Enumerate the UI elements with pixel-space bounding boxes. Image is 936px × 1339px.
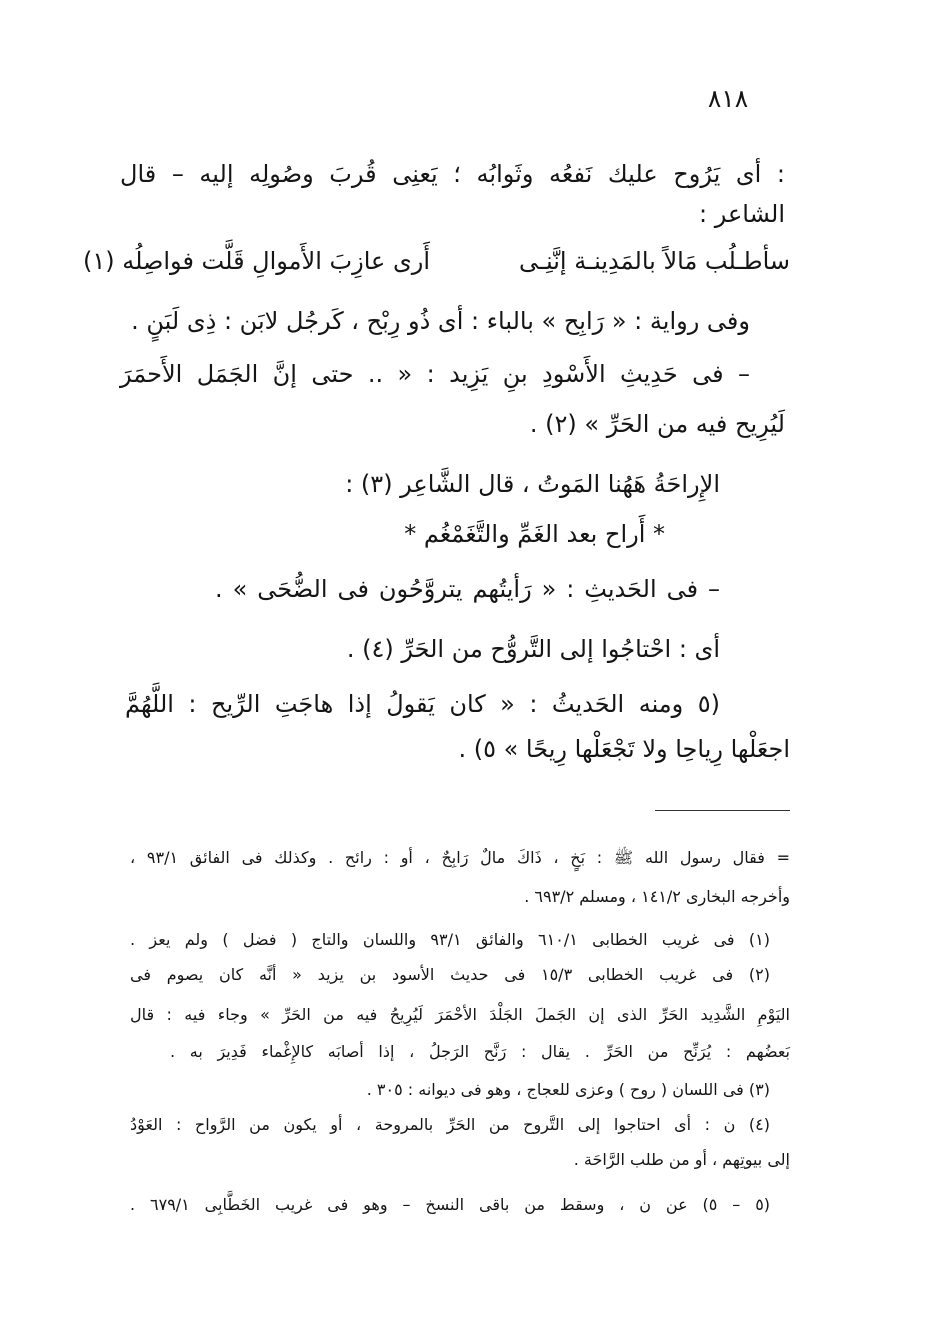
footnote-3: (٣) فى اللسان ( روح ) وعزى للعجاج ، وهو فى ديوانه : ٣٠٥ .	[366, 1080, 770, 1099]
footnote-5: (٥ – ٥) عن ن ، وسقط من باقى النسخ – وهو فى غريب الخَطَّابِى ٦٧٩/١ .	[130, 1195, 771, 1214]
body-line-4: – فى حَدِيثِ الأَسْودِ بنِ يَزِيد : « .. حتى إنَّ الجَمَل الأَحمَرَ	[120, 360, 750, 388]
page-number: ٨١٨	[707, 84, 749, 113]
poem-first-hemistich: سأطـلُب مَالاً بالمَدِينـة إنَّنِـى	[518, 247, 790, 275]
body-line-5: لَيُرِيح فيه من الحَرِّ » (٢) .	[529, 410, 785, 438]
footnote-4-line-2: إلى بيوتِهم ، أو من طلب الرَّاحَة .	[573, 1150, 790, 1169]
footnote-2-line-2: اليَوْمِ الشَّدِيد الحَرِّ الذى إن الجَملَ الجَلْدَ الأحْمَرَ لَيُرِيحُ فيه من الحَرِّ » وجاء فيه : قال	[130, 1005, 790, 1024]
body-line-7: – فى الحَديثِ : « رَأيتُهم يتروَّحُون فى الضُّحَى » .	[215, 575, 720, 603]
body-line-3: وفى رواية : « رَابِح » بالباء : أى ذُو رِبْح ، كَرجُل لابَن : ذِى لَبَنٍ .	[131, 307, 750, 335]
body-line-10: اجعَلْها رِياحِا ولا تَجْعَلْها رِيحًا » ٥) .	[458, 735, 790, 763]
body-line-9: (٥ ومنه الحَديثُ : « كان يَقولُ إذا هاجَتِ الرِّيح : اللَّهُمَّ	[125, 690, 720, 718]
footnote-2-line-1: (٢) فى غريب الخطابى ١٥/٣ فى حديث الأسود بن يزيد « أنَّه كان يصوم فى	[130, 965, 770, 984]
body-line-1: : أى يَرُوح عليك نَفعُه وثَوابُه ؛ يَعنِى قُربَ وصُولِه إليه – قال	[120, 160, 785, 188]
footnote-2-line-3: بَعضُهم : يُرَنِّح من الحَرِّ . يقال : رَنَّح الرَجلُ ، إذا أصابَه كالإِغْماء فَدِيرَ به .	[170, 1042, 790, 1061]
footnote-1: (١) فى غريب الخطابى ٦١٠/١ والفائق ٩٣/١ واللسان والتاج ( فضل ) ولم يعز .	[130, 930, 770, 949]
footnote-4-line-1: (٤) ن : أى احتاجوا إلى التَّروح من الحَرِّ بالمروحة ، أو يكون من الرَّواح : العَوْدُ	[130, 1115, 770, 1134]
body-line-2: الشاعر :	[699, 200, 785, 228]
footnote-separator	[655, 810, 790, 811]
body-line-6: الإِراحَةُ هَهُنا المَوتُ ، قال الشَّاعِر (٣) :	[345, 470, 720, 498]
footnote-line-2: وأخرجه البخارى ١٤١/٢ ، ومسلم ٦٩٣/٢ .	[524, 887, 790, 906]
verse-line: * أَراح بعد الغَمِّ والتَّغَمْغُم *	[404, 520, 665, 548]
footnote-line-1: = فقال رسول الله ﷺ : بَخٍ ، ذَاكَ مالٌ رَابِحٌ ، أو : رائح . وكذلك فى الفائق ٩٣/١ ،	[130, 848, 790, 867]
body-line-8: أى : احْتاجُوا إلى التَّروُّح من الحَرِّ (٤) .	[346, 635, 720, 663]
poem-second-hemistich: أَرى عازِبَ الأَموالِ قَلَّت فواصِلُه (١)	[82, 247, 430, 275]
